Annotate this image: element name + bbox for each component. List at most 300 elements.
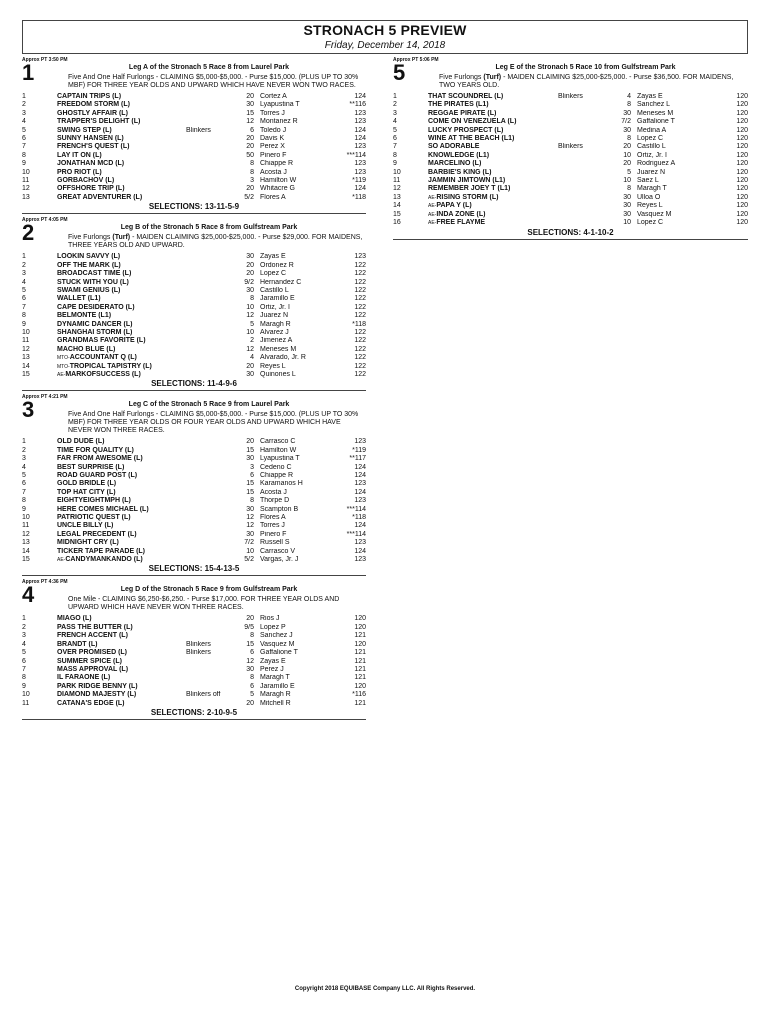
horse-name-text: STUCK WITH YOU (L) — [57, 278, 129, 286]
equipment — [186, 177, 230, 185]
horse-name — [57, 354, 186, 362]
equipment — [186, 539, 230, 547]
selections: SELECTIONS: 4-1-10-2 — [527, 227, 614, 237]
jockey: Acosta J — [260, 488, 287, 496]
equipment — [186, 279, 230, 287]
horse-name-text: PRO RIOT (L) — [57, 168, 102, 176]
morning-line-odds: 8 — [250, 632, 254, 640]
morning-line-odds: 15 — [246, 480, 254, 488]
entry-row — [22, 253, 366, 261]
horse-name — [57, 143, 186, 151]
entry-prefix: MTO- — [57, 363, 70, 370]
morning-line-odds: 7/2 — [244, 539, 254, 547]
entry-row — [22, 480, 366, 488]
weight: ***114 — [346, 530, 366, 538]
equipment: Blinkers — [186, 640, 211, 648]
horse-name — [57, 295, 186, 303]
equipment — [186, 160, 230, 168]
equipment — [558, 202, 610, 210]
post-position: 10 — [22, 514, 30, 522]
morning-line-odds: 15 — [246, 488, 254, 496]
horse-name-text: SWING STEP (L) — [57, 126, 112, 134]
entries-table — [22, 438, 366, 564]
equipment — [558, 169, 610, 177]
entry-row — [22, 683, 366, 691]
equipment — [186, 169, 230, 177]
weight: 120 — [736, 135, 748, 143]
horse-name — [57, 312, 186, 320]
morning-line-odds: 10 — [246, 328, 254, 336]
leg-b — [22, 217, 366, 394]
jockey: Castillo L — [637, 143, 666, 151]
horse-name-text: UNCLE BILLY (L) — [57, 522, 114, 530]
horse-name — [57, 321, 186, 329]
horse-name-text: COME ON VENEZUELA (L) — [428, 118, 517, 126]
leg-a — [22, 57, 366, 217]
post-position: 3 — [22, 270, 26, 278]
equipment — [186, 683, 230, 691]
entry-row — [22, 135, 366, 143]
weight: 120 — [736, 93, 748, 100]
equipment — [186, 489, 230, 497]
horse-name — [57, 556, 186, 564]
weight: 123 — [354, 168, 366, 176]
horse-name — [428, 219, 558, 227]
morning-line-odds: 5/2 — [244, 556, 254, 564]
post-position: 1 — [22, 253, 26, 261]
weight: 123 — [354, 556, 366, 564]
morning-line-odds: 30 — [246, 530, 254, 538]
post-position: 8 — [22, 151, 26, 159]
horse-name-text: SWAMI GENIUS (L) — [57, 286, 121, 294]
horse-name — [57, 337, 186, 345]
jockey: Reyes L — [260, 362, 286, 370]
weight: 121 — [354, 665, 366, 673]
entry-prefix: MTO- — [57, 355, 70, 362]
post-position: 6 — [22, 295, 26, 303]
entry-row — [22, 464, 366, 472]
horse-name — [428, 93, 558, 101]
jockey: Jaramillo E — [260, 295, 295, 303]
equipment — [186, 135, 230, 143]
post-position: 5 — [22, 472, 26, 479]
horse-name — [57, 194, 186, 202]
horse-name-text: EIGHTYEIGHTMPH (L) — [57, 497, 131, 505]
entry-row — [22, 548, 366, 556]
jockey: Zayas E — [260, 253, 286, 261]
entries-table — [22, 615, 366, 707]
entry-prefix: AE- — [428, 211, 437, 218]
weight: 123 — [354, 109, 366, 117]
equipment — [558, 152, 610, 160]
jockey: Thorpe D — [260, 497, 290, 505]
weight: **117 — [349, 455, 366, 463]
equipment: Blinkers — [186, 126, 211, 134]
entry-row — [22, 329, 366, 337]
race-description: Five And One Half Furlongs - CLAIMING $5,000-$5,000. - Purse $15,000. (PLUS UP TO 30% MBF) FOR THREE YEAR OLDS OR FOUR YEAR OLDS AND UPWARD WHICH HAVE NEVER WON THREE RACES. — [68, 411, 359, 435]
horse-name-text: DYNAMIC DANCER (L) — [57, 320, 133, 328]
entry-row — [393, 160, 748, 168]
equipment — [558, 101, 610, 109]
entry-row — [393, 101, 748, 109]
post-position: 5 — [22, 286, 26, 294]
weight: 123 — [354, 438, 366, 446]
post-position: 7 — [22, 143, 26, 151]
entry-row — [22, 472, 366, 480]
equipment — [186, 363, 230, 371]
race-distance: Five Furlongs — [68, 234, 113, 242]
jockey: Saez L — [637, 177, 659, 185]
weight: 122 — [354, 270, 366, 278]
weight: 120 — [736, 202, 748, 210]
equipment — [186, 270, 230, 278]
horse-name-text: GOLD BRIDLE (L) — [57, 480, 117, 488]
post-position: 3 — [22, 109, 26, 117]
equipment — [186, 321, 230, 329]
weight: 124 — [354, 93, 366, 100]
horse-name — [57, 346, 186, 354]
morning-line-odds: 5 — [250, 691, 254, 699]
weight: *119 — [352, 446, 366, 454]
weight: 123 — [354, 160, 366, 168]
weight: 122 — [354, 278, 366, 286]
post-position: 13 — [22, 354, 30, 362]
post-position: 8 — [22, 674, 26, 682]
entry-prefix: AE- — [428, 194, 437, 201]
morning-line-odds: 12 — [246, 522, 254, 530]
morning-line-odds: 20 — [246, 615, 254, 623]
selections: SELECTIONS: 11-4-9-6 — [151, 379, 237, 389]
equipment: Blinkers — [558, 143, 583, 151]
morning-line-odds: 20 — [246, 143, 254, 151]
horse-name — [57, 118, 186, 126]
horse-name — [57, 262, 186, 270]
horse-name-text: SHANGHAI STORM (L) — [57, 328, 133, 336]
horse-name-text: GHOSTLY AFFAIR (L) — [57, 109, 128, 117]
horse-name-text: PARK RIDGE BENNY (L) — [57, 682, 138, 690]
right-column — [393, 57, 748, 243]
weight: 124 — [354, 185, 366, 193]
jockey: Sanchez J — [260, 632, 293, 640]
jockey: Davis K — [260, 135, 285, 143]
entry-row — [22, 312, 366, 320]
weight: 122 — [354, 312, 366, 320]
entry-row — [393, 143, 748, 151]
equipment — [186, 472, 230, 480]
jockey: Lopez P — [260, 623, 286, 631]
entry-row — [22, 177, 366, 185]
post-position: 11 — [22, 177, 30, 185]
equipment — [186, 304, 230, 312]
document-date: Friday, December 14, 2018 — [324, 40, 446, 51]
weight: ***114 — [346, 505, 366, 513]
horse-name — [57, 160, 186, 168]
post-position: 2 — [22, 261, 26, 269]
equipment — [186, 624, 230, 632]
weight: 122 — [354, 354, 366, 362]
jockey: Cortez A — [260, 93, 287, 100]
entry-row — [22, 497, 366, 505]
horse-name-text: PATRIOTIC QUEST (L) — [57, 514, 131, 522]
entry-row — [22, 169, 366, 177]
horse-name-text: TRAPPER'S DELIGHT (L) — [57, 118, 141, 126]
race-description: - MAIDEN CLAIMING $25,000-$25,000. - Purse $36,500. FOR MAIDENS, TWO YEARS OLD. — [439, 74, 734, 89]
leg-c — [22, 394, 366, 579]
horse-name — [428, 101, 558, 109]
jockey: Castillo L — [260, 286, 289, 294]
equipment: Blinkers — [558, 93, 583, 100]
horse-name-text: SUNNY HANSEN (L) — [57, 135, 124, 143]
horse-name — [57, 632, 186, 640]
morning-line-odds: 3 — [250, 177, 254, 185]
horse-name — [57, 169, 186, 177]
weight: 124 — [354, 522, 366, 530]
weight: 121 — [354, 649, 366, 657]
entry-prefix: AE- — [428, 203, 437, 210]
weight: 120 — [354, 682, 366, 690]
horse-name-text: JONATHAN MCD (L) — [57, 160, 125, 168]
post-position: 3 — [393, 109, 397, 117]
morning-line-odds: 30 — [246, 101, 254, 109]
weight: 124 — [354, 463, 366, 471]
horse-name — [428, 177, 558, 185]
jockey: Gaffalione T — [260, 649, 298, 657]
race-conditions — [22, 409, 366, 435]
left-column — [22, 57, 366, 723]
post-position: 15 — [22, 556, 30, 564]
post-position: 2 — [393, 101, 397, 109]
horse-name-text: BRANDT (L) — [57, 640, 98, 648]
equipment — [186, 110, 230, 118]
horse-name — [428, 160, 558, 168]
jockey: Jimenez A — [260, 337, 293, 345]
weight: 123 — [354, 497, 366, 505]
horse-name-text: MACHO BLUE (L) — [57, 345, 116, 353]
entry-row — [22, 447, 366, 455]
horse-name — [57, 127, 186, 135]
morning-line-odds: 20 — [246, 261, 254, 269]
weight: 123 — [354, 480, 366, 488]
entry-row — [22, 531, 366, 539]
leg-e — [393, 57, 748, 243]
race-description: Five And One Half Furlongs - CLAIMING $5,000-$5,000. - Purse $15,000. (PLUS UP TO 30% MBF) FOR THREE YEAR OLDS AND UPWARD WHICH HAVE NEVER WON TWO RACES. — [68, 74, 359, 89]
jockey: Vasquez M — [260, 640, 295, 648]
horse-name — [57, 497, 186, 505]
entry-row — [22, 337, 366, 345]
post-position: 6 — [22, 657, 26, 665]
morning-line-odds: 20 — [246, 185, 254, 193]
horse-name — [57, 514, 186, 522]
entry-row — [393, 211, 748, 219]
jockey: Zayas E — [260, 657, 286, 665]
entry-row — [393, 177, 748, 185]
horse-name — [57, 658, 186, 666]
leg-title: Leg C of the Stronach 5 Race 9 from Laurel Park — [128, 401, 290, 409]
entry-row — [393, 110, 748, 118]
morning-line-odds: 10 — [246, 303, 254, 311]
entry-prefix: AE- — [57, 371, 66, 378]
horse-name-text: RISING STORM (L) — [436, 193, 499, 201]
horse-name — [57, 666, 186, 674]
race-distance: Five Furlongs — [439, 74, 484, 81]
morning-line-odds: 30 — [623, 202, 631, 210]
morning-line-odds: 20 — [246, 93, 254, 100]
post-position: 1 — [22, 93, 26, 100]
jockey: Ortiz, Jr. I — [637, 151, 667, 159]
morning-line-odds: 4 — [250, 354, 254, 362]
post-position: 12 — [393, 185, 401, 193]
weight: 122 — [354, 261, 366, 269]
morning-line-odds: 30 — [246, 286, 254, 294]
entry-row — [393, 185, 748, 193]
horse-name — [57, 624, 186, 632]
horse-name-text: FRENCH'S QUEST (L) — [57, 143, 130, 151]
morning-line-odds: 12 — [246, 514, 254, 522]
weight: 124 — [354, 488, 366, 496]
equipment — [186, 438, 230, 446]
leg-number: 5 — [393, 60, 406, 85]
jockey: Medina A — [637, 126, 667, 134]
horse-name — [428, 152, 558, 160]
horse-name — [57, 522, 186, 530]
race-description: - MAIDEN CLAIMING $25,000-$25,000. - Purse $29,000. FOR MAIDENS, THREE YEARS OLD AND UPWARD. — [68, 234, 363, 250]
jockey: Ulloa O — [637, 193, 661, 201]
jockey: Alvarez J — [260, 328, 289, 336]
horse-name-text: CAPTAIN TRIPS (L) — [57, 93, 122, 100]
entry-row — [22, 118, 366, 126]
entry-row — [22, 514, 366, 522]
equipment — [186, 295, 230, 303]
equipment — [186, 371, 230, 379]
horse-name-text: MIAGO (L) — [57, 615, 92, 623]
weight: 120 — [736, 210, 748, 218]
equipment — [186, 658, 230, 666]
horse-name-text: FREE FLAYME — [436, 219, 486, 227]
horse-name-text: TICKER TAPE PARADE (L) — [57, 547, 146, 555]
post-position: 6 — [393, 135, 397, 143]
morning-line-odds: 20 — [246, 699, 254, 707]
horse-name — [57, 304, 186, 312]
leg-number: 4 — [22, 582, 35, 608]
leg-number: 3 — [22, 397, 35, 423]
horse-name-text: LOOKIN SAVVY (L) — [57, 253, 121, 261]
jockey: Montanez R — [260, 118, 298, 126]
weight: 122 — [354, 286, 366, 294]
jockey: Hamilton W — [260, 177, 297, 185]
post-position: 4 — [393, 118, 397, 126]
weight: 120 — [354, 640, 366, 648]
entry-row — [393, 169, 748, 177]
horse-name-text: BROADCAST TIME (L) — [57, 270, 132, 278]
morning-line-odds: 20 — [246, 438, 254, 446]
horse-name-text: LAY IT ON (L) — [57, 151, 102, 159]
entry-row — [22, 455, 366, 463]
morning-line-odds: 12 — [246, 345, 254, 353]
post-position: 11 — [393, 177, 401, 185]
horse-name-text: FAR FROM AWESOME (L) — [57, 455, 143, 463]
horse-name-text: LUCKY PROSPECT (L) — [428, 126, 504, 134]
entry-row — [22, 143, 366, 151]
morning-line-odds: 10 — [623, 151, 631, 159]
equipment — [186, 700, 230, 708]
equipment — [186, 152, 230, 160]
horse-name — [57, 472, 186, 480]
document-header — [22, 20, 748, 54]
leg-d — [22, 579, 366, 722]
jockey: Cedeno C — [260, 463, 292, 471]
equipment — [186, 262, 230, 270]
surface-label: (Turf) — [483, 74, 502, 81]
post-position: 8 — [393, 151, 397, 159]
horse-name-text: BARBIE'S KING (L) — [428, 168, 492, 176]
equipment — [186, 506, 230, 514]
horse-name-text: IL FARAONE (L) — [57, 674, 111, 682]
post-position: 4 — [22, 640, 26, 648]
post-position: 15 — [22, 370, 30, 378]
horse-name-text: OLD DUDE (L) — [57, 438, 105, 446]
horse-name — [57, 548, 186, 556]
horse-name — [57, 539, 186, 547]
weight: **116 — [349, 101, 366, 109]
horse-name — [428, 118, 558, 126]
entry-row — [22, 185, 366, 193]
morning-line-odds: 8 — [250, 674, 254, 682]
jockey: Juarez N — [637, 168, 666, 176]
horse-name — [57, 455, 186, 463]
morning-line-odds: 30 — [246, 370, 254, 378]
morning-line-odds: 20 — [623, 160, 631, 168]
horse-name — [57, 253, 186, 261]
weight: *118 — [352, 193, 366, 201]
weight: 121 — [354, 674, 366, 682]
race-conditions — [22, 72, 366, 90]
entry-row — [393, 194, 748, 202]
morning-line-odds: 2 — [250, 337, 254, 345]
horse-name — [428, 202, 558, 210]
entry-row — [393, 118, 748, 126]
morning-line-odds: 6 — [250, 649, 254, 657]
morning-line-odds: 10 — [246, 547, 254, 555]
copyright-notice: Copyright 2018 EQUIBASE Company LLC. All Rights Reserved. — [294, 986, 476, 992]
entry-row — [22, 279, 366, 287]
jockey: Hamilton W — [260, 446, 297, 454]
jockey: Torres J — [260, 109, 285, 117]
equipment — [558, 127, 610, 135]
entry-row — [22, 371, 366, 379]
morning-line-odds: 6 — [250, 682, 254, 690]
entries-table — [22, 253, 366, 379]
entry-row — [393, 219, 748, 227]
entry-row — [22, 304, 366, 312]
leg-divider — [393, 239, 748, 243]
equipment — [186, 514, 230, 522]
weight: 122 — [354, 362, 366, 370]
horse-name-text: WALLET (L1) — [57, 295, 101, 303]
leg-title: Leg E of the Stronach 5 Race 10 from Gulfstream Park — [495, 64, 676, 71]
jockey: Scampton B — [260, 505, 299, 513]
post-position: 13 — [22, 193, 30, 201]
jockey: Carrasco C — [260, 438, 296, 446]
horse-name-text: FRENCH ACCENT (L) — [57, 632, 128, 640]
horse-name — [57, 185, 186, 193]
weight: 123 — [354, 118, 366, 126]
post-position: 3 — [22, 455, 26, 463]
morning-line-odds: 30 — [623, 109, 631, 117]
post-position: 3 — [22, 632, 26, 640]
morning-line-odds: 8 — [250, 160, 254, 168]
horse-name — [57, 93, 186, 101]
jockey: Reyes L — [637, 202, 663, 210]
